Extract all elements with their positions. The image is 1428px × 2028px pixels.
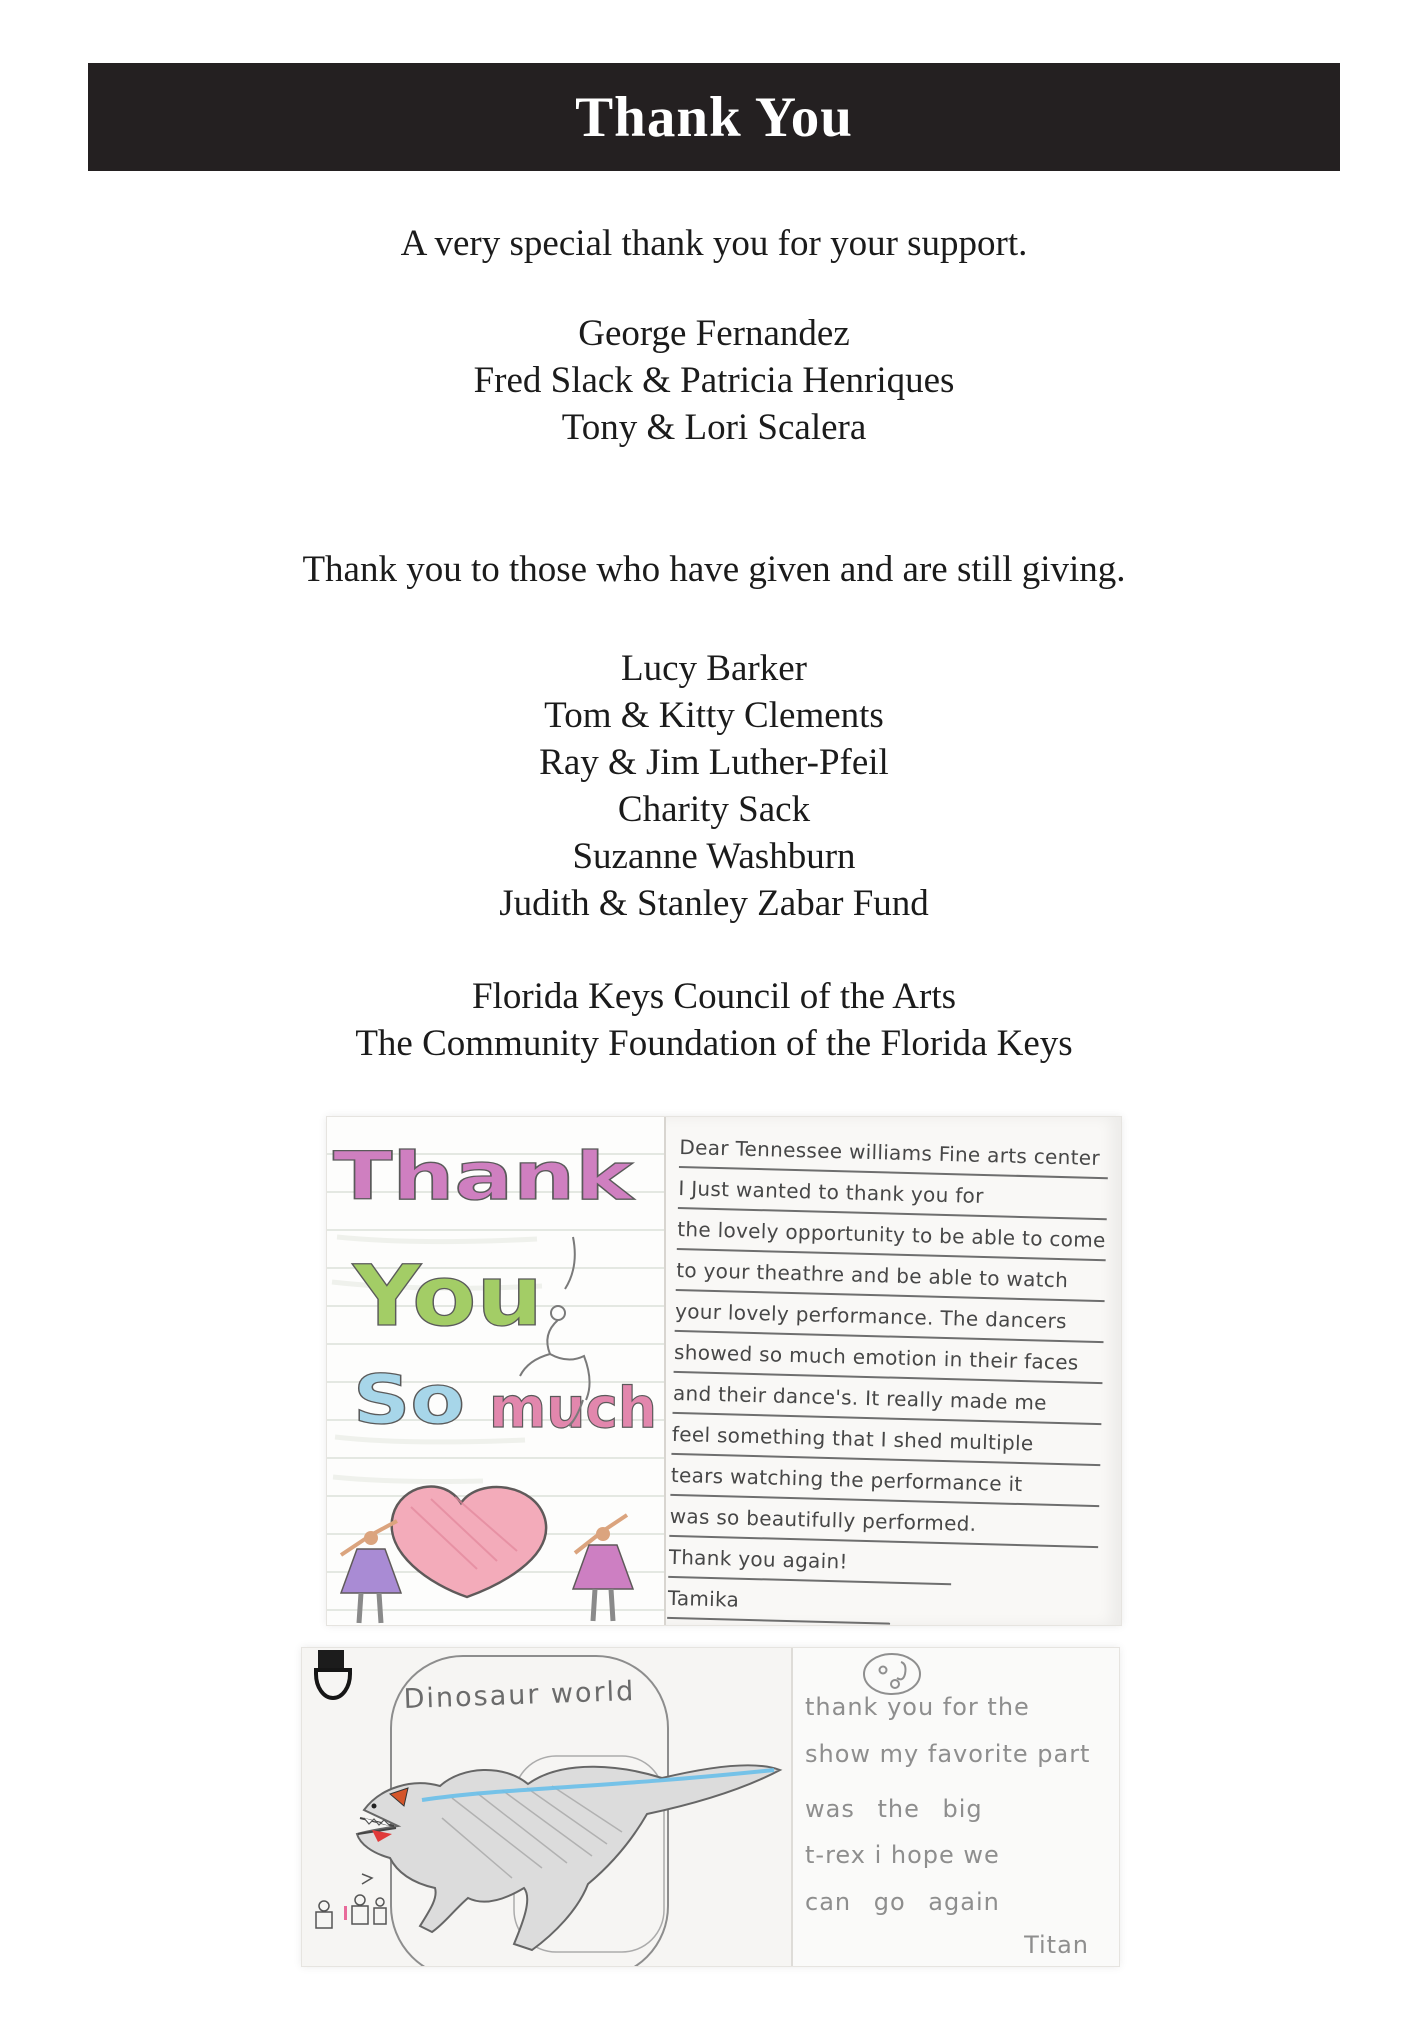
letter-line: and their dance's. It really made me bbox=[672, 1373, 1102, 1425]
letter-line: feel something that I shed multiple bbox=[671, 1414, 1101, 1466]
dinosaur-art bbox=[302, 1648, 791, 1966]
donor-name: Tony & Lori Scalera bbox=[561, 407, 867, 448]
support-intro: A very special thank you for your support. bbox=[400, 223, 1028, 264]
donor-name: George Fernandez bbox=[578, 313, 850, 354]
letter-line: tears watching the performance it bbox=[670, 1455, 1100, 1507]
org-name: Florida Keys Council of the Arts bbox=[471, 976, 957, 1017]
letter-line: showed so much emotion in their faces bbox=[674, 1332, 1104, 1384]
letter-signature: Tamika bbox=[667, 1578, 891, 1625]
card-word-so: So bbox=[353, 1361, 465, 1440]
note-line: t-rex i hope we bbox=[805, 1841, 1000, 1869]
stick-figures bbox=[316, 1874, 386, 1928]
letter-closing: Thank you again! bbox=[668, 1537, 952, 1585]
note-signature: Titan bbox=[1024, 1931, 1089, 1959]
support-name-list bbox=[0, 310, 1428, 451]
child-note bbox=[793, 1648, 1119, 1966]
nostril bbox=[372, 1804, 377, 1809]
donor-name: Suzanne Washburn bbox=[572, 836, 856, 877]
letter-line: the lovely opportunity to be able to come bbox=[677, 1209, 1107, 1261]
letter-line: to your theathre and be able to watch bbox=[676, 1250, 1106, 1302]
smiley-doodle bbox=[857, 1650, 927, 1698]
donor-name: Lucy Barker bbox=[621, 648, 807, 689]
card-art bbox=[327, 1117, 664, 1625]
ballerina-right bbox=[573, 1515, 633, 1621]
letter-line: Dear Tennessee williams Fine arts center bbox=[679, 1127, 1109, 1179]
donor-name: Ray & Jim Luther-Pfeil bbox=[539, 742, 889, 783]
org-name-list bbox=[0, 973, 1428, 1067]
header-banner bbox=[88, 63, 1340, 171]
thank-you-card-scan bbox=[326, 1116, 1122, 1626]
note-line: can go again bbox=[805, 1888, 1000, 1916]
donor-name: Fred Slack & Patricia Henriques bbox=[473, 360, 955, 401]
card-word-you: You bbox=[351, 1247, 543, 1345]
giving-intro: Thank you to those who have given and are still giving. bbox=[302, 549, 1126, 590]
card-word-thank: Thank bbox=[333, 1138, 636, 1215]
raptor-body bbox=[357, 1765, 780, 1950]
donor-name: Judith & Stanley Zabar Fund bbox=[499, 883, 929, 924]
marker-scribble bbox=[316, 1650, 350, 1698]
dinosaur-drawing bbox=[302, 1648, 793, 1966]
giving-name-list bbox=[0, 645, 1428, 927]
drawing-title: Dinosaur world bbox=[403, 1675, 636, 1715]
note-line: was the big bbox=[805, 1795, 983, 1823]
note-line: thank you for the bbox=[805, 1693, 1030, 1721]
donor-name: Tom & Kitty Clements bbox=[544, 695, 884, 736]
handwritten-letter bbox=[666, 1117, 1121, 1625]
letter-line: was so beautifully performed. bbox=[669, 1496, 1099, 1548]
page-title: Thank You bbox=[575, 85, 853, 149]
donor-name: Charity Sack bbox=[617, 789, 811, 830]
card-drawing bbox=[327, 1117, 666, 1625]
dinosaur-drawing-scan bbox=[301, 1647, 1120, 1967]
letter-line: I Just wanted to thank you for bbox=[678, 1168, 1108, 1220]
letter-line: your lovely performance. The dancers bbox=[675, 1291, 1105, 1343]
heart-drawing bbox=[392, 1486, 546, 1597]
note-line: show my favorite part bbox=[805, 1740, 1091, 1768]
card-word-much: much bbox=[489, 1376, 657, 1441]
org-name: The Community Foundation of the Florida Keys bbox=[355, 1023, 1073, 1064]
